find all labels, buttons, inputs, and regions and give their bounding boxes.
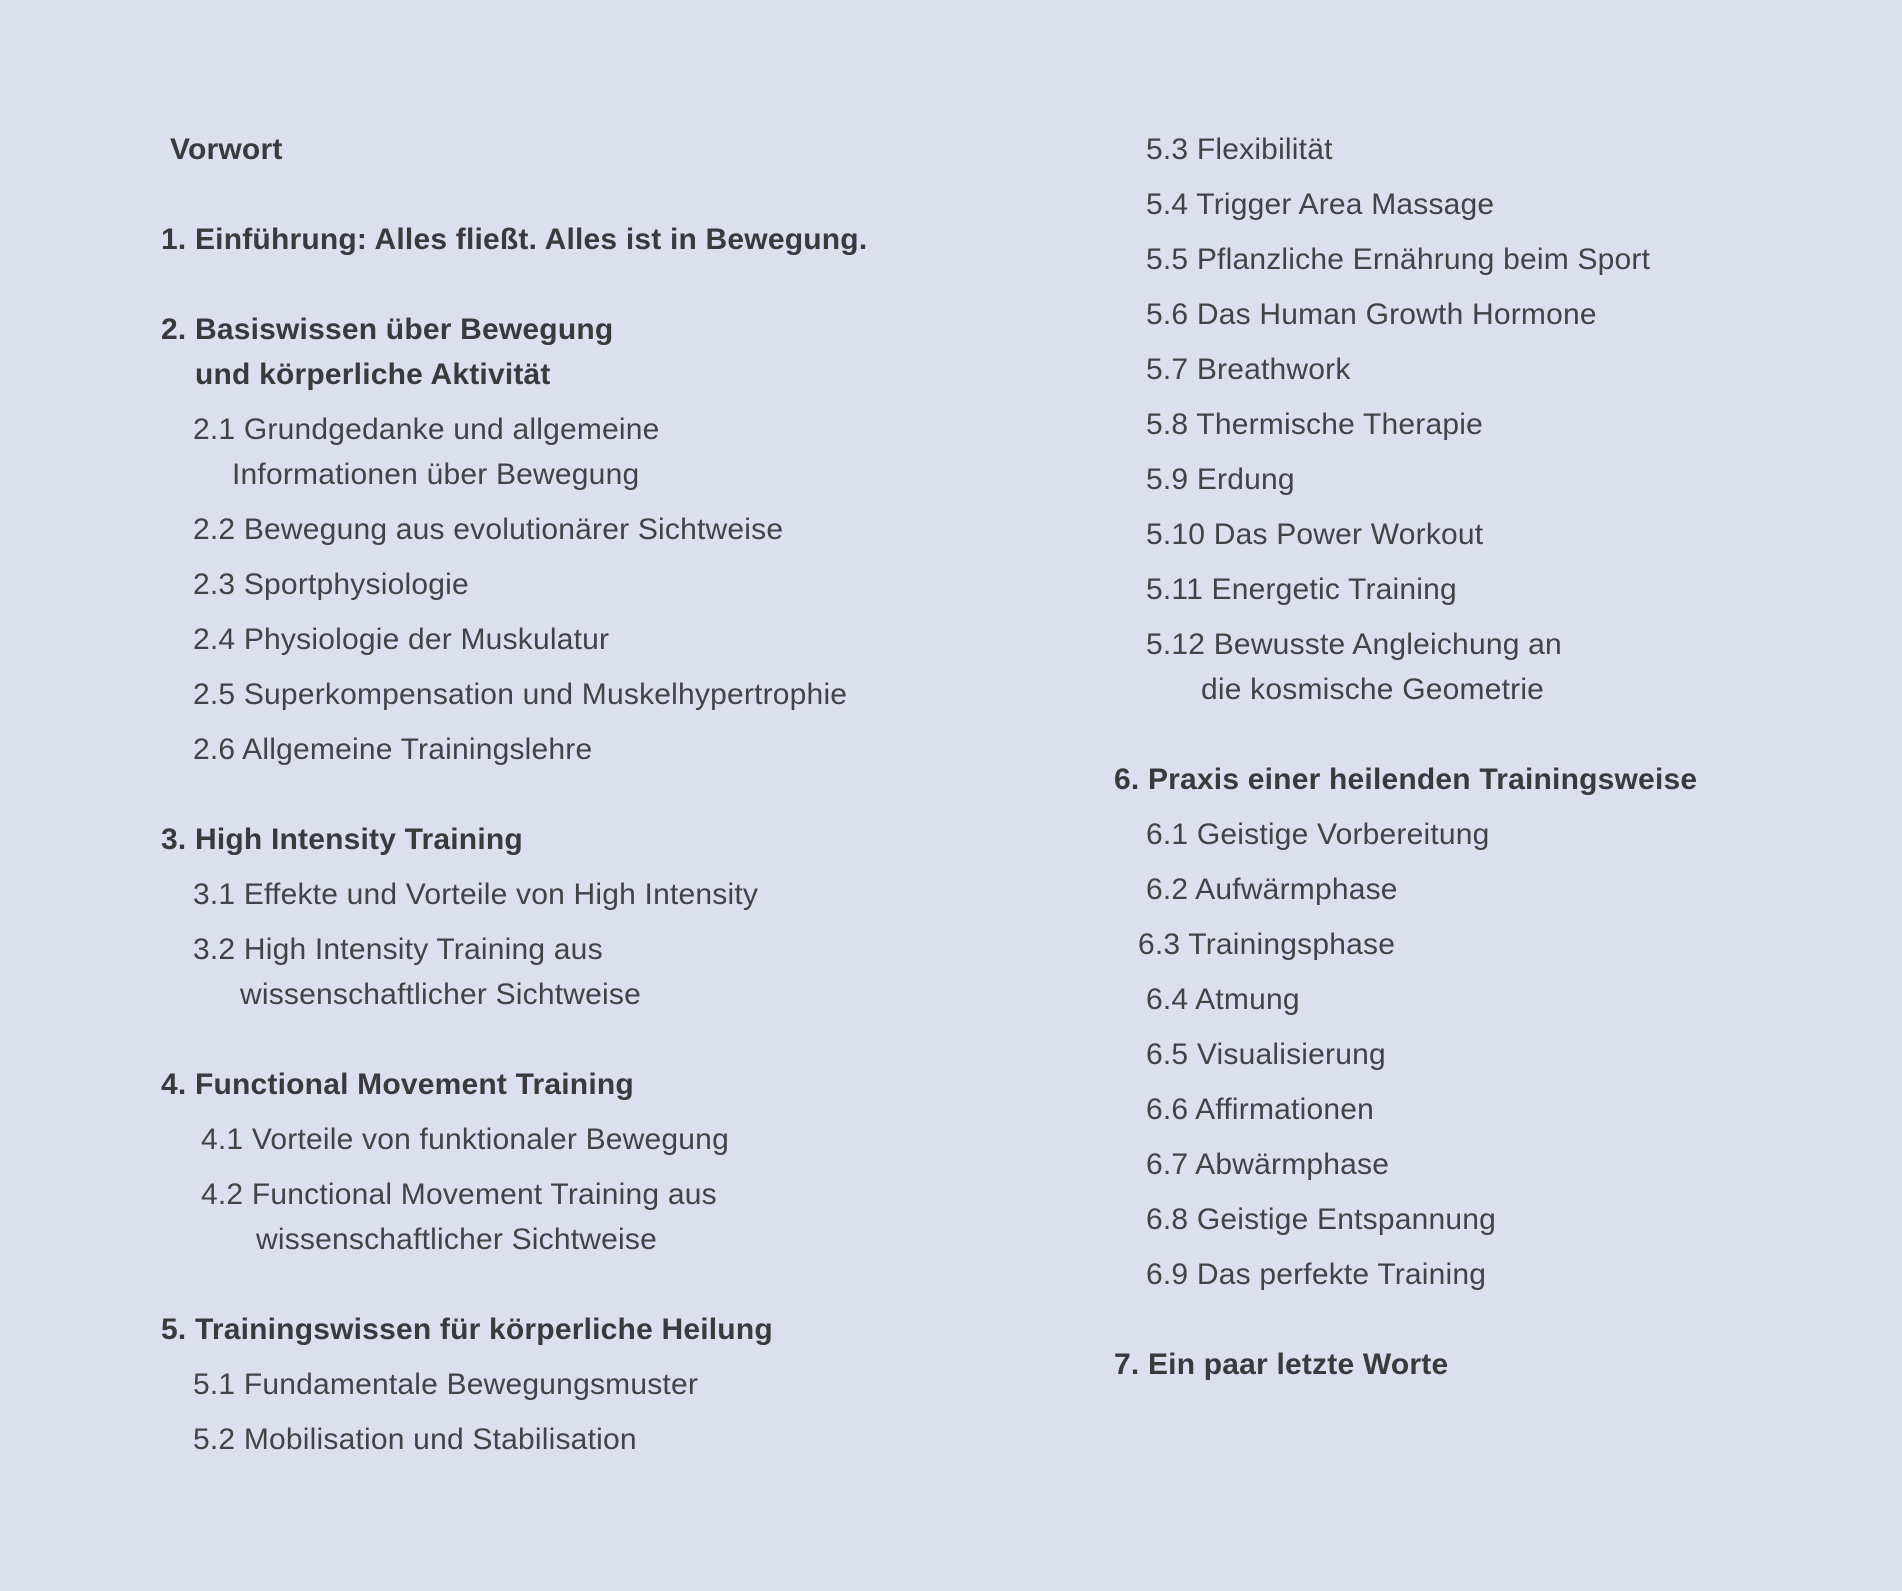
toc-section-3-2-line2: wissenschaftlicher Sichtweise [240,978,641,1011]
toc-section-6-6: 6.6 Affirmationen [1146,1093,1374,1126]
toc-chapter-3: 3. High Intensity Training [161,823,523,856]
toc-section-2-3: 2.3 Sportphysiologie [193,568,469,601]
toc-section-3-1: 3.1 Effekte und Vorteile von High Intensity [193,878,759,911]
toc-chapter-1: 1. Einführung: Alles fließt. Alles ist in Bewegung. [161,223,868,256]
toc-section-5-2: 5.2 Mobilisation und Stabilisation [193,1423,637,1456]
toc-section-3-2-line1: 3.2 High Intensity Training aus [193,933,603,966]
toc-foreword: Vorwort [170,133,283,166]
toc-section-6-9: 6.9 Das perfekte Training [1146,1258,1487,1291]
toc-section-4-2-line1: 4.2 Functional Movement Training aus [201,1178,717,1211]
toc-section-5-6: 5.6 Das Human Growth Hormone [1146,298,1597,331]
toc-section-5-9: 5.9 Erdung [1146,463,1295,496]
toc-section-5-4: 5.4 Trigger Area Massage [1146,188,1495,221]
toc-section-6-2: 6.2 Aufwärmphase [1146,873,1398,906]
toc-chapter-2-line1: 2. Basiswissen über Bewegung [161,313,614,346]
toc-chapter-5: 5. Trainingswissen für körperliche Heilung [161,1313,773,1346]
toc-chapter-2-line2: und körperliche Aktivität [195,358,551,391]
toc-section-5-8: 5.8 Thermische Therapie [1146,408,1484,441]
toc-section-2-1-line1: 2.1 Grundgedanke und allgemeine [193,413,660,446]
toc-section-4-2-line2: wissenschaftlicher Sichtweise [256,1223,657,1256]
toc-section-6-7: 6.7 Abwärmphase [1146,1148,1390,1181]
toc-section-2-2: 2.2 Bewegung aus evolutionärer Sichtweise [193,513,784,546]
toc-section-6-5: 6.5 Visualisierung [1146,1038,1386,1071]
toc-chapter-7: 7. Ein paar letzte Worte [1114,1348,1449,1381]
toc-section-5-12-line2: die kosmische Geometrie [1201,673,1545,706]
toc-section-2-4: 2.4 Physiologie der Muskulatur [193,623,610,656]
toc-section-5-3: 5.3 Flexibilität [1146,133,1333,166]
toc-section-6-1: 6.1 Geistige Vorbereitung [1146,818,1490,851]
toc-section-6-3: 6.3 Trainingsphase [1138,928,1396,961]
toc-section-5-7: 5.7 Breathwork [1146,353,1351,386]
toc-section-5-1: 5.1 Fundamentale Bewegungsmuster [193,1368,699,1401]
toc-section-5-5: 5.5 Pflanzliche Ernährung beim Sport [1146,243,1651,276]
toc-chapter-6: 6. Praxis einer heilenden Trainingsweise [1114,763,1698,796]
toc-section-2-5: 2.5 Superkompensation und Muskelhypertrophie [193,678,848,711]
toc-section-4-1: 4.1 Vorteile von funktionaler Bewegung [201,1123,729,1156]
toc-section-6-8: 6.8 Geistige Entspannung [1146,1203,1497,1236]
toc-section-5-12-line1: 5.12 Bewusste Angleichung an [1146,628,1562,661]
toc-section-2-1-line2: Informationen über Bewegung [232,458,640,491]
toc-section-5-10: 5.10 Das Power Workout [1146,518,1484,551]
toc-section-2-6: 2.6 Allgemeine Trainingslehre [193,733,593,766]
toc-chapter-4: 4. Functional Movement Training [161,1068,634,1101]
toc-section-6-4: 6.4 Atmung [1146,983,1300,1016]
toc-section-5-11: 5.11 Energetic Training [1146,573,1457,606]
